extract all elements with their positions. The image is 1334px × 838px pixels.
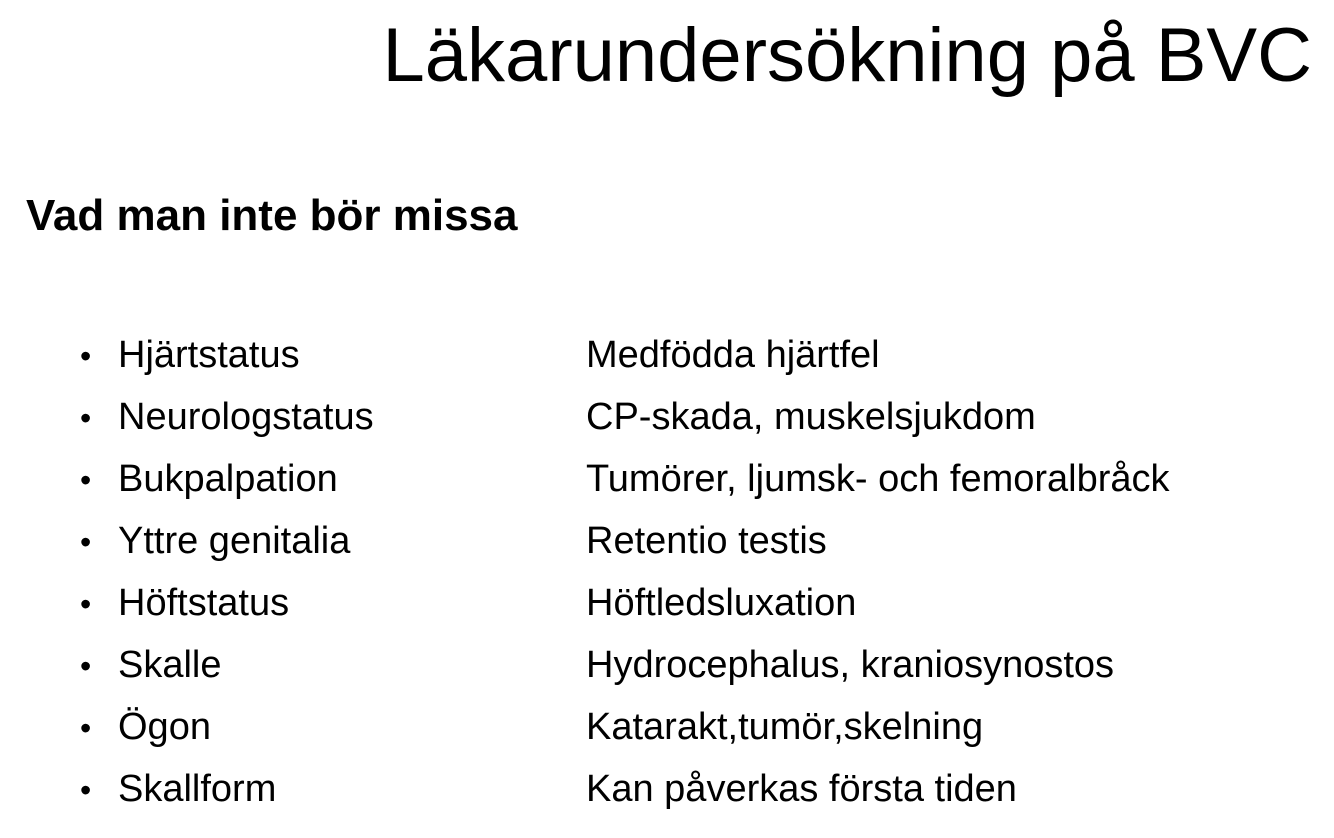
bullet-icon: • — [80, 772, 92, 808]
bullet-icon: • — [80, 586, 92, 622]
list-item — [80, 324, 1320, 386]
list-item — [80, 634, 1320, 696]
finding-text: Tumörer, ljumsk- och femoralbråck — [586, 458, 1170, 500]
bullet-icon: • — [80, 648, 92, 684]
list-item — [80, 696, 1320, 758]
bullet-icon: • — [80, 524, 92, 560]
finding-text: Medfödda hjärtfel — [586, 334, 880, 376]
list-item — [80, 386, 1320, 448]
exam-label: Höftstatus — [118, 582, 290, 624]
exam-label: Bukpalpation — [118, 458, 338, 500]
exam-label: Hjärtstatus — [118, 334, 300, 376]
slide-title: Läkarundersökning på BVC — [382, 13, 1312, 98]
finding-text: Hydrocephalus, kraniosynostos — [586, 644, 1115, 686]
bullet-icon: • — [80, 710, 92, 746]
bullet-icon: • — [80, 338, 92, 374]
finding-text: Retentio testis — [586, 520, 827, 562]
list-item — [80, 448, 1320, 510]
finding-text: CP-skada, muskelsjukdom — [586, 396, 1036, 438]
exam-list — [80, 324, 1320, 820]
finding-text: Höftledsluxation — [586, 582, 857, 624]
list-item — [80, 510, 1320, 572]
exam-label: Neurologstatus — [118, 396, 374, 438]
exam-label: Ögon — [118, 706, 211, 748]
finding-text: Kan påverkas första tiden — [586, 768, 1017, 810]
list-item — [80, 572, 1320, 634]
slide-subtitle: Vad man inte bör missa — [26, 191, 518, 240]
bullet-icon: • — [80, 462, 92, 498]
exam-label: Yttre genitalia — [118, 520, 351, 562]
list-item — [80, 758, 1320, 820]
finding-text: Katarakt,tumör,skelning — [586, 706, 984, 748]
bullet-icon: • — [80, 400, 92, 436]
exam-label: Skallform — [118, 768, 277, 810]
exam-label: Skalle — [118, 644, 222, 686]
